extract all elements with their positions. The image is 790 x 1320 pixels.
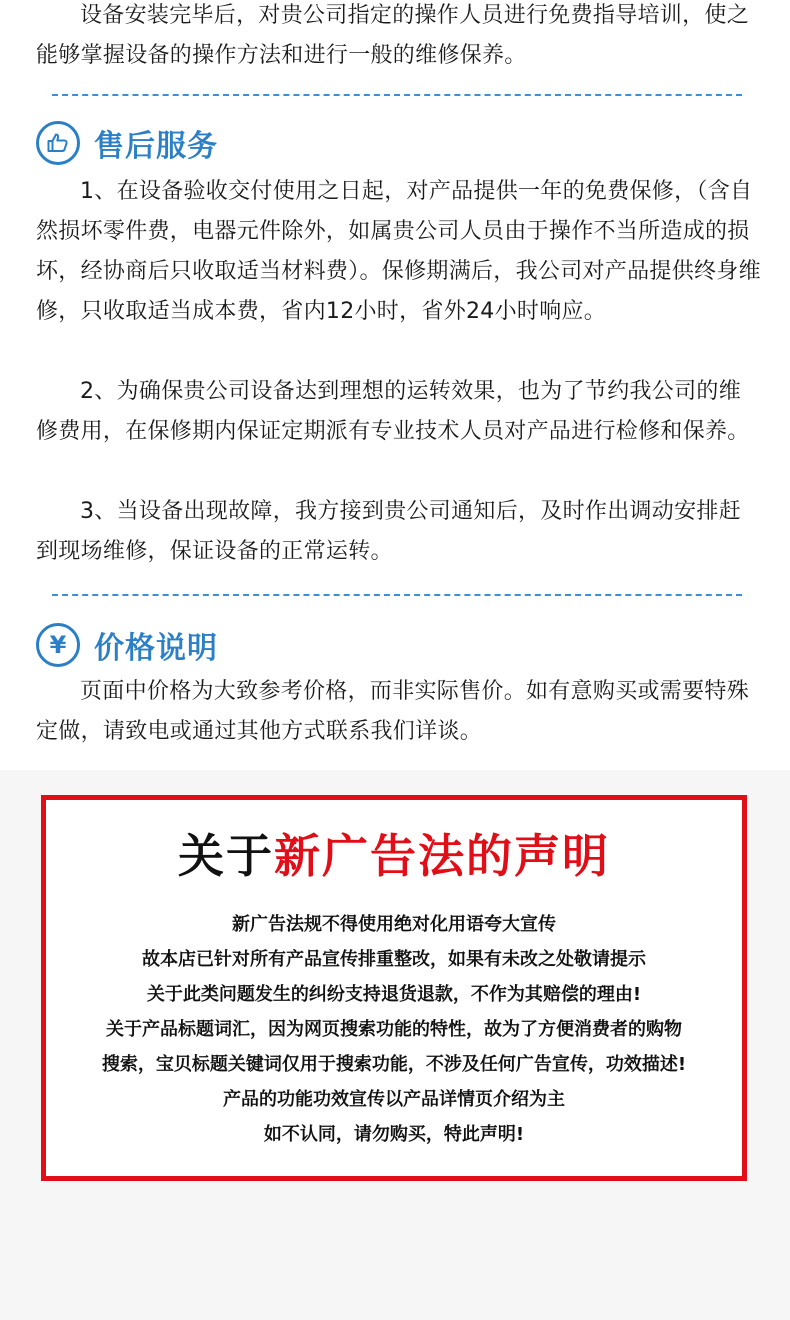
after-sales-paragraph-3: 3、当设备出现故障，我方接到贵公司通知后，及时作出调动安排赶到现场维修，保证设备的正常运转。 <box>36 499 741 564</box>
notice-line: 如不认同，请勿购买，特此声明! <box>263 1124 525 1145</box>
notice-line: 新广告法规不得使用绝对化用语夸大宣传 <box>232 914 556 935</box>
price-heading <box>36 620 218 670</box>
notice-title-highlight: 新广告法的声明 <box>274 829 610 883</box>
notice-line: 故本店已针对所有产品宣传排重整改，如果有未改之处敬请提示 <box>142 949 646 970</box>
notice-line: 关于此类问题发生的纠纷支持退货退款，不作为其赔偿的理由! <box>146 984 642 1005</box>
yen-icon: ¥ <box>36 623 80 667</box>
notice-line: 关于产品标题词汇，因为网页搜索功能的特性，故为了方便消费者的购物 <box>106 1019 682 1040</box>
notice-line: 搜索，宝贝标题关键词仅用于搜索功能，不涉及任何广告宣传，功效描述! <box>101 1054 687 1075</box>
after-sales-title: 售后服务 <box>94 129 218 164</box>
training-paragraph: 设备安装完毕后，对贵公司指定的操作人员进行免费指导培训，使之能够掌握设备的操作方法和进行一般的维修保养。 <box>36 3 750 68</box>
notice-line: 产品的功能功效宣传以产品详情页介绍为主 <box>223 1089 565 1110</box>
after-sales-heading <box>36 118 218 168</box>
after-sales-paragraph-1: 1、在设备验收交付使用之日起，对产品提供一年的免费保修，（含自然损坏零件费，电器元件除外，如属贵公司人员由于操作不当所造成的损坏，经协商后只收取适当材料费）。保修期满后，我公司对产品提供终身维修，只收取适当成本费，省内12小时，省外24小时响应。 <box>36 179 761 324</box>
thumbs-up-icon <box>36 121 80 165</box>
after-sales-paragraph-2: 2、为确保贵公司设备达到理想的运转效果，也为了节约我公司的维修费用，在保修期内保证定期派有专业技术人员对产品进行检修和保养。 <box>36 379 750 444</box>
price-paragraph: 页面中价格为大致参考价格，而非实际售价。如有意购买或需要特殊定做，请致电或通过其他方式联系我们详谈。 <box>36 679 750 744</box>
dashed-divider <box>52 94 742 96</box>
notice-title-prefix: 关于 <box>178 829 274 883</box>
notice-title <box>46 820 742 886</box>
ad-law-notice-box <box>41 795 747 1181</box>
notice-lines <box>46 907 742 1152</box>
dashed-divider <box>52 594 742 596</box>
price-title: 价格说明 <box>94 631 218 666</box>
